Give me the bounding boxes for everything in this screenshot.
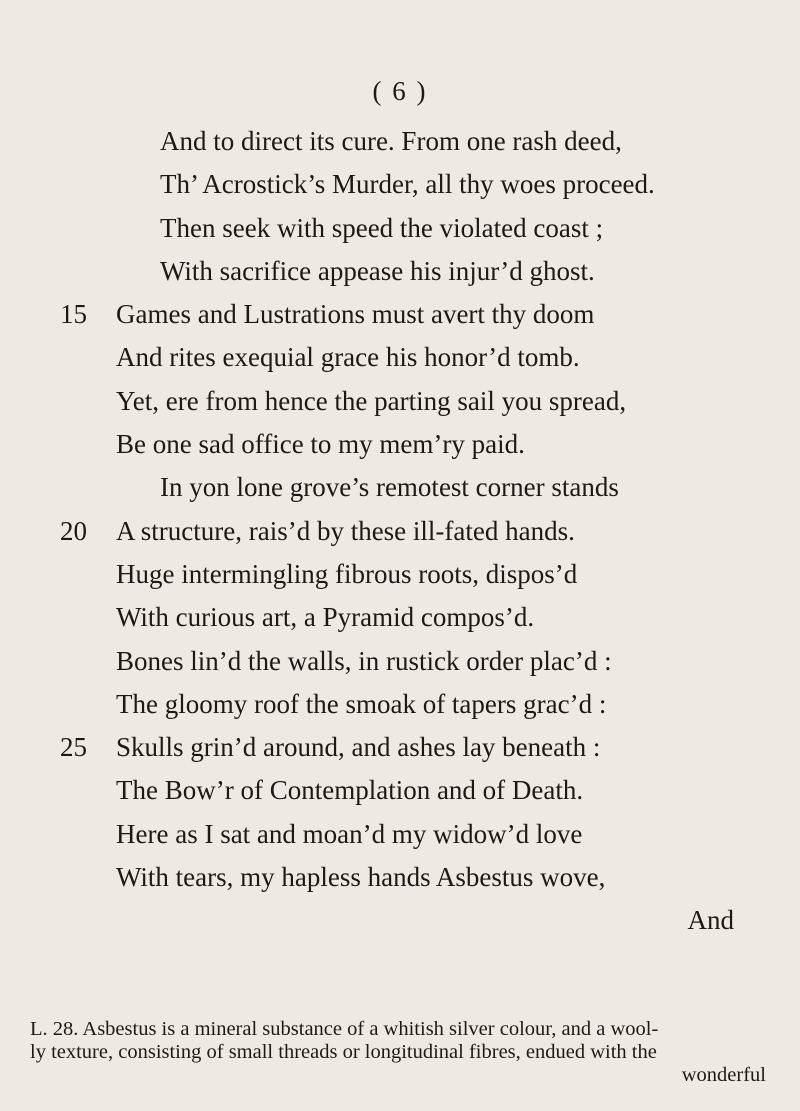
verse-text: With sacrifice appease his injur’d ghost.: [160, 255, 595, 286]
line-number: 15: [60, 299, 87, 330]
verse-line: [0, 553, 800, 596]
verse-text: A structure, rais’d by these ill-fated hands.: [116, 515, 575, 546]
verse-line: [0, 163, 800, 206]
verse-line: [0, 769, 800, 812]
verse-line: [0, 510, 800, 553]
footnote-line: L. 28. Asbestus is a mineral substance of a whitish silver colour, and a wool-: [30, 1018, 659, 1040]
verse-line: [0, 683, 800, 726]
verse-line: [0, 726, 800, 769]
verse-text: Be one sad office to my mem’ry paid.: [116, 429, 525, 460]
verse-text: Th’ Acrostick’s Murder, all thy woes proceed.: [160, 169, 655, 200]
catchword: And: [687, 905, 734, 936]
verse-line: [0, 423, 800, 466]
footnote-line: ly texture, consisting of small threads or longitudinal fibres, endued with the: [30, 1041, 657, 1063]
verse-text: And rites exequial grace his honor’d tomb.: [116, 342, 580, 373]
verse-line: [0, 813, 800, 856]
verse-line: [0, 120, 800, 163]
catchword-line: [0, 899, 800, 942]
verse-text: Bones lin’d the walls, in rustick order plac’d :: [116, 645, 612, 676]
verse-text: The Bow’r of Contemplation and of Death.: [116, 775, 584, 806]
verse-text: In yon lone grove’s remotest corner stands: [160, 472, 619, 503]
verse-text: Skulls grin’d around, and ashes lay beneath :: [116, 732, 601, 763]
verse-line: [0, 336, 800, 379]
verse-text: With curious art, a Pyramid compos’d.: [116, 602, 535, 633]
verse-line: [0, 380, 800, 423]
footnote-line: wonderful: [681, 1064, 766, 1086]
verse-text: And to direct its cure. From one rash deed,: [160, 126, 622, 156]
footnote: [30, 1018, 766, 1087]
verse-line: [0, 207, 800, 250]
footnote-divider: [60, 1012, 740, 1013]
verse-line: [0, 250, 800, 293]
verse-block: [0, 120, 800, 943]
verse-text: Then seek with speed the violated coast ;: [160, 212, 604, 243]
verse-line: [0, 640, 800, 683]
verse-text: Games and Lustrations must avert thy doom: [116, 299, 595, 330]
verse-line: [0, 856, 800, 899]
line-number: 25: [60, 732, 87, 763]
verse-text: Here as I sat and moan’d my widow’d love: [116, 818, 583, 849]
verse-line: [0, 596, 800, 639]
verse-text: The gloomy roof the smoak of tapers grac’d :: [116, 688, 607, 719]
verse-line: [0, 293, 800, 336]
page-number: ( 6 ): [372, 76, 428, 106]
line-number: 20: [60, 515, 87, 546]
verse-text: With tears, my hapless hands Asbestus wove,: [116, 862, 606, 893]
verse-text: Yet, ere from hence the parting sail you spread,: [116, 385, 627, 416]
verse-line: [0, 466, 800, 509]
verse-text: Huge intermingling fibrous roots, dispos’d: [116, 558, 578, 589]
